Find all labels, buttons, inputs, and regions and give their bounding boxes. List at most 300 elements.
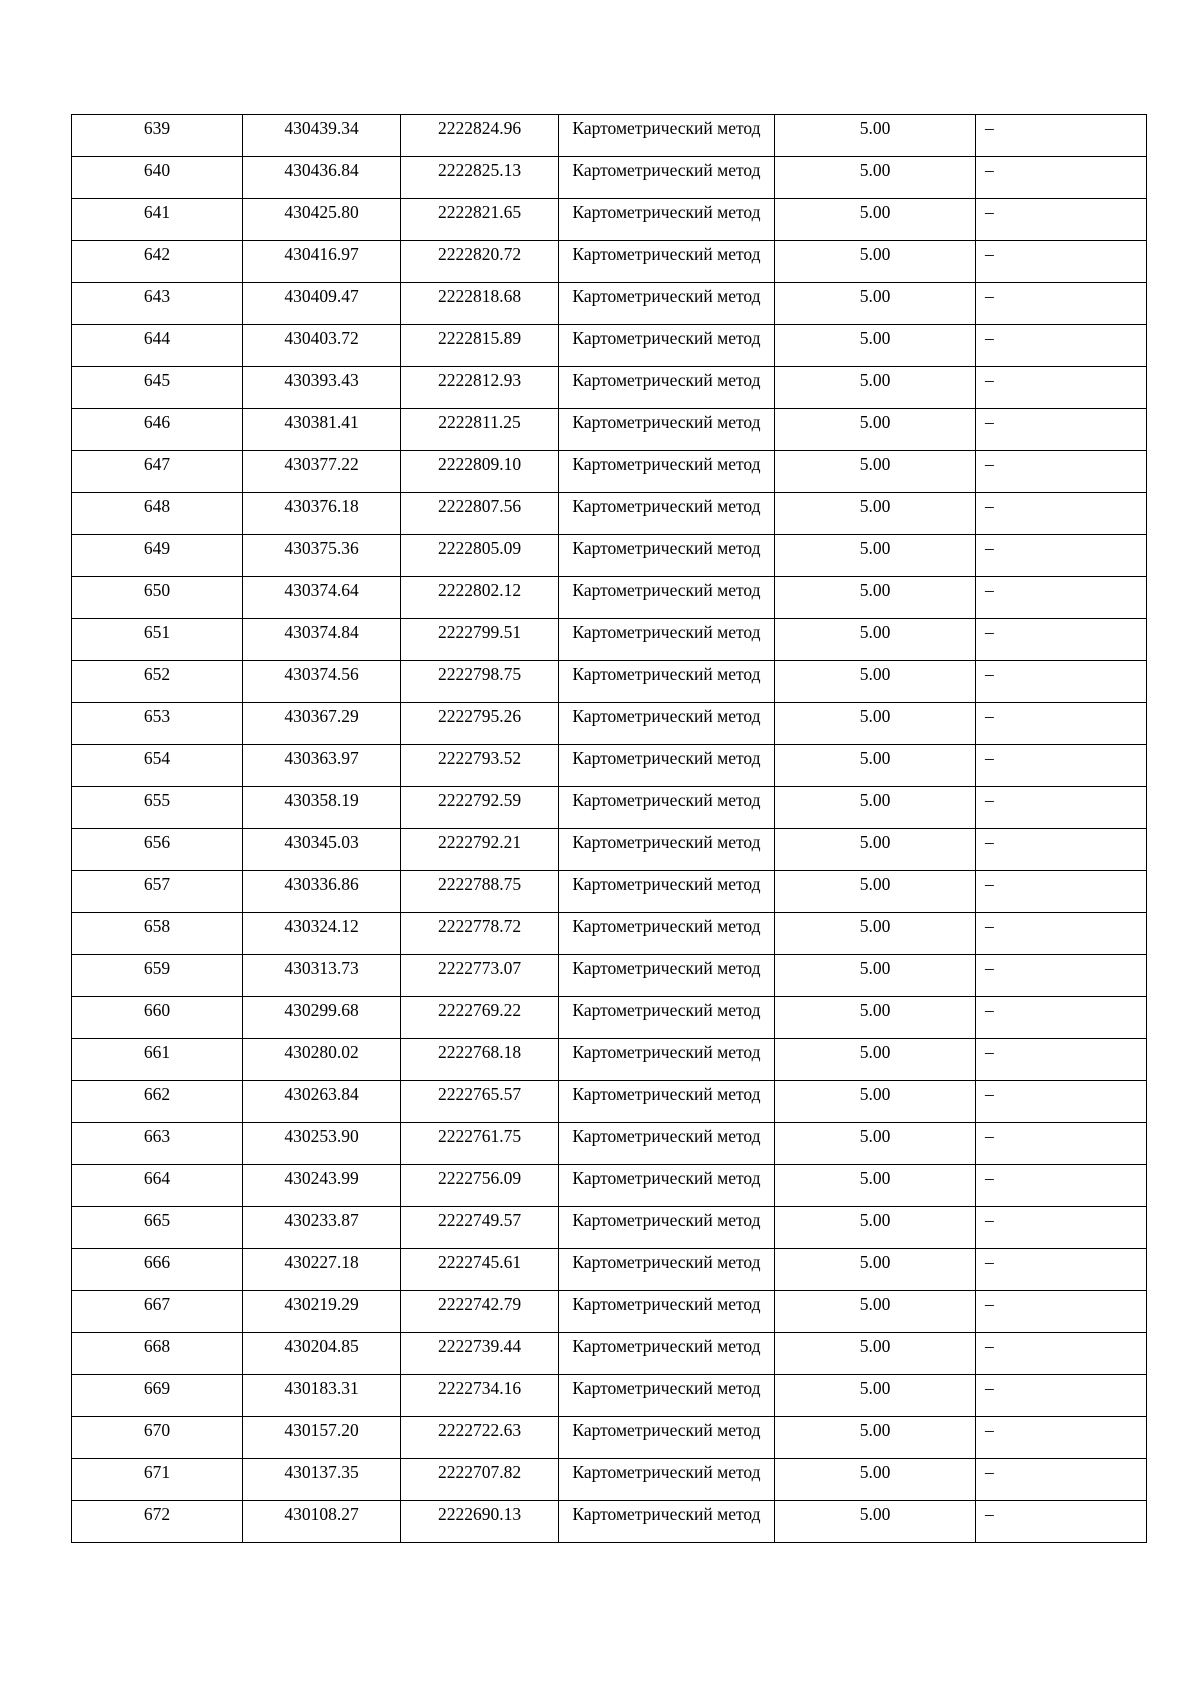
y-coordinate-text: 2222818.68 xyxy=(437,286,522,306)
table-row xyxy=(72,409,1147,451)
x-coordinate-text: 430374.56 xyxy=(284,664,359,684)
x-coordinate-cell xyxy=(243,157,401,199)
y-coordinate-text: 2222788.75 xyxy=(437,874,522,894)
note-text: – xyxy=(985,202,994,222)
accuracy-text: 5.00 xyxy=(859,244,891,264)
x-coordinate-text: 430243.99 xyxy=(284,1168,359,1188)
x-coordinate-text: 430393.43 xyxy=(284,370,359,390)
note-cell xyxy=(976,241,1147,283)
accuracy-text: 5.00 xyxy=(859,160,891,180)
accuracy-text: 5.00 xyxy=(859,1378,891,1398)
method-cell xyxy=(559,283,775,325)
method-cell xyxy=(559,745,775,787)
x-coordinate-cell xyxy=(243,703,401,745)
point-number-text: 656 xyxy=(143,832,171,852)
note-text: – xyxy=(985,1462,994,1482)
point-number-text: 666 xyxy=(143,1252,171,1272)
coordinates-table xyxy=(71,114,1147,1543)
table-row xyxy=(72,1375,1147,1417)
method-text: Картометрический метод xyxy=(572,1504,761,1524)
method-cell xyxy=(559,787,775,829)
note-text: – xyxy=(985,328,994,348)
accuracy-cell xyxy=(775,1165,976,1207)
y-coordinate-text: 2222805.09 xyxy=(437,538,522,558)
point-number-cell xyxy=(72,997,243,1039)
point-number-cell xyxy=(72,787,243,829)
note-cell xyxy=(976,955,1147,997)
y-coordinate-text: 2222825.13 xyxy=(437,160,522,180)
accuracy-text: 5.00 xyxy=(859,622,891,642)
note-text: – xyxy=(985,412,994,432)
method-text: Картометрический метод xyxy=(572,1252,761,1272)
coordinates-table-body xyxy=(72,115,1147,1543)
method-cell xyxy=(559,1249,775,1291)
note-cell xyxy=(976,913,1147,955)
note-text: – xyxy=(985,1084,994,1104)
table-row xyxy=(72,787,1147,829)
accuracy-text: 5.00 xyxy=(859,202,891,222)
y-coordinate-cell xyxy=(401,619,559,661)
y-coordinate-cell xyxy=(401,325,559,367)
y-coordinate-text: 2222799.51 xyxy=(437,622,522,642)
x-coordinate-cell xyxy=(243,1123,401,1165)
accuracy-text: 5.00 xyxy=(859,496,891,516)
accuracy-text: 5.00 xyxy=(859,1504,891,1524)
x-coordinate-text: 430336.86 xyxy=(284,874,359,894)
point-number-text: 662 xyxy=(143,1084,171,1104)
accuracy-cell xyxy=(775,1501,976,1543)
note-cell xyxy=(976,703,1147,745)
accuracy-cell xyxy=(775,451,976,493)
y-coordinate-cell xyxy=(401,787,559,829)
method-cell xyxy=(559,1081,775,1123)
note-cell xyxy=(976,661,1147,703)
method-cell xyxy=(559,115,775,157)
y-coordinate-text: 2222798.75 xyxy=(437,664,522,684)
method-cell xyxy=(559,241,775,283)
table-row xyxy=(72,1459,1147,1501)
x-coordinate-text: 430263.84 xyxy=(284,1084,359,1104)
x-coordinate-cell xyxy=(243,493,401,535)
y-coordinate-cell xyxy=(401,241,559,283)
method-text: Картометрический метод xyxy=(572,1378,761,1398)
method-text: Картометрический метод xyxy=(572,1000,761,1020)
note-text: – xyxy=(985,958,994,978)
x-coordinate-text: 430313.73 xyxy=(284,958,359,978)
method-cell xyxy=(559,409,775,451)
method-cell xyxy=(559,1375,775,1417)
method-text: Картометрический метод xyxy=(572,1042,761,1062)
method-text: Картометрический метод xyxy=(572,1336,761,1356)
point-number-cell xyxy=(72,955,243,997)
x-coordinate-cell xyxy=(243,199,401,241)
accuracy-cell xyxy=(775,871,976,913)
table-row xyxy=(72,451,1147,493)
y-coordinate-text: 2222734.16 xyxy=(437,1378,522,1398)
accuracy-cell xyxy=(775,1459,976,1501)
note-cell xyxy=(976,535,1147,577)
method-text: Картометрический метод xyxy=(572,1168,761,1188)
x-coordinate-cell xyxy=(243,1081,401,1123)
note-cell xyxy=(976,409,1147,451)
note-text: – xyxy=(985,1042,994,1062)
method-cell xyxy=(559,1039,775,1081)
method-text: Картометрический метод xyxy=(572,958,761,978)
method-text: Картометрический метод xyxy=(572,1126,761,1146)
point-number-cell xyxy=(72,1333,243,1375)
point-number-cell xyxy=(72,367,243,409)
note-cell xyxy=(976,577,1147,619)
table-row xyxy=(72,1501,1147,1543)
y-coordinate-text: 2222690.13 xyxy=(437,1504,522,1524)
x-coordinate-text: 430345.03 xyxy=(284,832,359,852)
accuracy-cell xyxy=(775,1291,976,1333)
table-row xyxy=(72,1333,1147,1375)
point-number-text: 642 xyxy=(143,244,171,264)
y-coordinate-cell xyxy=(401,451,559,493)
x-coordinate-text: 430253.90 xyxy=(284,1126,359,1146)
note-cell xyxy=(976,199,1147,241)
method-cell xyxy=(559,451,775,493)
accuracy-text: 5.00 xyxy=(859,1294,891,1314)
accuracy-text: 5.00 xyxy=(859,916,891,936)
y-coordinate-cell xyxy=(401,115,559,157)
y-coordinate-text: 2222815.89 xyxy=(437,328,522,348)
x-coordinate-text: 430374.84 xyxy=(284,622,359,642)
method-cell xyxy=(559,997,775,1039)
accuracy-text: 5.00 xyxy=(859,328,891,348)
x-coordinate-text: 430219.29 xyxy=(284,1294,359,1314)
point-number-text: 672 xyxy=(143,1504,171,1524)
x-coordinate-text: 430375.36 xyxy=(284,538,359,558)
note-text: – xyxy=(985,496,994,516)
point-number-cell xyxy=(72,871,243,913)
accuracy-cell xyxy=(775,787,976,829)
y-coordinate-cell xyxy=(401,1501,559,1543)
x-coordinate-text: 430363.97 xyxy=(284,748,359,768)
method-cell xyxy=(559,955,775,997)
y-coordinate-text: 2222793.52 xyxy=(437,748,522,768)
accuracy-cell xyxy=(775,955,976,997)
method-text: Картометрический метод xyxy=(572,790,761,810)
point-number-cell xyxy=(72,1417,243,1459)
table-row xyxy=(72,661,1147,703)
note-text: – xyxy=(985,832,994,852)
x-coordinate-text: 430409.47 xyxy=(284,286,359,306)
y-coordinate-cell xyxy=(401,1459,559,1501)
table-row xyxy=(72,619,1147,661)
note-text: – xyxy=(985,454,994,474)
accuracy-text: 5.00 xyxy=(859,790,891,810)
method-cell xyxy=(559,1501,775,1543)
x-coordinate-cell xyxy=(243,241,401,283)
x-coordinate-text: 430403.72 xyxy=(284,328,359,348)
x-coordinate-cell xyxy=(243,325,401,367)
y-coordinate-cell xyxy=(401,1291,559,1333)
x-coordinate-text: 430416.97 xyxy=(284,244,359,264)
note-cell xyxy=(976,325,1147,367)
table-row xyxy=(72,1039,1147,1081)
note-cell xyxy=(976,1165,1147,1207)
method-text: Картометрический метод xyxy=(572,1084,761,1104)
y-coordinate-text: 2222742.79 xyxy=(437,1294,522,1314)
x-coordinate-cell xyxy=(243,661,401,703)
note-text: – xyxy=(985,1210,994,1230)
y-coordinate-cell xyxy=(401,1333,559,1375)
x-coordinate-text: 430204.85 xyxy=(284,1336,359,1356)
y-coordinate-text: 2222811.25 xyxy=(438,412,521,432)
point-number-text: 643 xyxy=(143,286,171,306)
point-number-cell xyxy=(72,703,243,745)
method-text: Картометрический метод xyxy=(572,706,761,726)
point-number-cell xyxy=(72,325,243,367)
point-number-text: 664 xyxy=(143,1168,171,1188)
table-row xyxy=(72,703,1147,745)
y-coordinate-text: 2222739.44 xyxy=(437,1336,522,1356)
y-coordinate-text: 2222778.72 xyxy=(437,916,522,936)
accuracy-text: 5.00 xyxy=(859,874,891,894)
point-number-text: 653 xyxy=(143,706,171,726)
note-text: – xyxy=(985,1504,994,1524)
point-number-cell xyxy=(72,493,243,535)
table-row xyxy=(72,955,1147,997)
table-row xyxy=(72,241,1147,283)
point-number-text: 640 xyxy=(143,160,171,180)
accuracy-text: 5.00 xyxy=(859,664,891,684)
point-number-text: 670 xyxy=(143,1420,171,1440)
accuracy-cell xyxy=(775,1375,976,1417)
method-cell xyxy=(559,1165,775,1207)
accuracy-cell xyxy=(775,1081,976,1123)
table-row xyxy=(72,1207,1147,1249)
table-row xyxy=(72,829,1147,871)
note-cell xyxy=(976,1123,1147,1165)
accuracy-cell xyxy=(775,367,976,409)
method-cell xyxy=(559,199,775,241)
accuracy-cell xyxy=(775,199,976,241)
accuracy-cell xyxy=(775,1333,976,1375)
x-coordinate-cell xyxy=(243,1165,401,1207)
accuracy-cell xyxy=(775,1207,976,1249)
x-coordinate-text: 430137.35 xyxy=(284,1462,359,1482)
note-text: – xyxy=(985,622,994,642)
note-cell xyxy=(976,115,1147,157)
y-coordinate-cell xyxy=(401,1039,559,1081)
x-coordinate-cell xyxy=(243,829,401,871)
point-number-cell xyxy=(72,451,243,493)
x-coordinate-text: 430381.41 xyxy=(284,412,359,432)
point-number-cell xyxy=(72,1039,243,1081)
point-number-text: 658 xyxy=(143,916,171,936)
method-cell xyxy=(559,1417,775,1459)
x-coordinate-cell xyxy=(243,577,401,619)
method-text: Картометрический метод xyxy=(572,454,761,474)
accuracy-cell xyxy=(775,1123,976,1165)
method-text: Картометрический метод xyxy=(572,538,761,558)
accuracy-text: 5.00 xyxy=(859,1042,891,1062)
accuracy-text: 5.00 xyxy=(859,370,891,390)
x-coordinate-text: 430227.18 xyxy=(284,1252,359,1272)
point-number-text: 646 xyxy=(143,412,171,432)
point-number-cell xyxy=(72,1165,243,1207)
note-cell xyxy=(976,1291,1147,1333)
point-number-cell xyxy=(72,241,243,283)
point-number-cell xyxy=(72,1459,243,1501)
x-coordinate-text: 430108.27 xyxy=(284,1504,359,1524)
point-number-text: 671 xyxy=(143,1462,171,1482)
note-text: – xyxy=(985,244,994,264)
table-row xyxy=(72,1291,1147,1333)
y-coordinate-text: 2222773.07 xyxy=(437,958,522,978)
accuracy-text: 5.00 xyxy=(859,958,891,978)
method-cell xyxy=(559,157,775,199)
y-coordinate-cell xyxy=(401,829,559,871)
note-text: – xyxy=(985,118,994,138)
x-coordinate-text: 430425.80 xyxy=(284,202,359,222)
y-coordinate-text: 2222768.18 xyxy=(437,1042,522,1062)
x-coordinate-cell xyxy=(243,409,401,451)
note-text: – xyxy=(985,538,994,558)
method-text: Картометрический метод xyxy=(572,286,761,306)
accuracy-text: 5.00 xyxy=(859,1252,891,1272)
point-number-cell xyxy=(72,535,243,577)
accuracy-text: 5.00 xyxy=(859,1084,891,1104)
point-number-text: 663 xyxy=(143,1126,171,1146)
point-number-text: 644 xyxy=(143,328,171,348)
point-number-cell xyxy=(72,913,243,955)
method-cell xyxy=(559,913,775,955)
y-coordinate-text: 2222792.21 xyxy=(437,832,522,852)
method-text: Картометрический метод xyxy=(572,370,761,390)
method-text: Картометрический метод xyxy=(572,916,761,936)
y-coordinate-cell xyxy=(401,577,559,619)
point-number-cell xyxy=(72,1207,243,1249)
method-text: Картометрический метод xyxy=(572,622,761,642)
accuracy-cell xyxy=(775,325,976,367)
y-coordinate-text: 2222802.12 xyxy=(437,580,522,600)
point-number-cell xyxy=(72,1249,243,1291)
method-cell xyxy=(559,325,775,367)
x-coordinate-cell xyxy=(243,451,401,493)
point-number-cell xyxy=(72,157,243,199)
point-number-text: 665 xyxy=(143,1210,171,1230)
y-coordinate-cell xyxy=(401,745,559,787)
point-number-cell xyxy=(72,1501,243,1543)
method-text: Картометрический метод xyxy=(572,160,761,180)
note-cell xyxy=(976,829,1147,871)
method-cell xyxy=(559,703,775,745)
accuracy-cell xyxy=(775,115,976,157)
accuracy-text: 5.00 xyxy=(859,118,891,138)
method-text: Картометрический метод xyxy=(572,1462,761,1482)
y-coordinate-text: 2222745.61 xyxy=(437,1252,522,1272)
x-coordinate-text: 430280.02 xyxy=(284,1042,359,1062)
note-text: – xyxy=(985,748,994,768)
x-coordinate-text: 430439.34 xyxy=(284,118,359,138)
method-cell xyxy=(559,367,775,409)
method-text: Картометрический метод xyxy=(572,874,761,894)
y-coordinate-text: 2222707.82 xyxy=(437,1462,522,1482)
y-coordinate-cell xyxy=(401,1417,559,1459)
accuracy-text: 5.00 xyxy=(859,1168,891,1188)
method-cell xyxy=(559,493,775,535)
table-row xyxy=(72,997,1147,1039)
table-row xyxy=(72,115,1147,157)
y-coordinate-cell xyxy=(401,1207,559,1249)
accuracy-cell xyxy=(775,619,976,661)
note-text: – xyxy=(985,706,994,726)
point-number-text: 651 xyxy=(143,622,171,642)
y-coordinate-cell xyxy=(401,871,559,913)
note-cell xyxy=(976,787,1147,829)
point-number-text: 641 xyxy=(143,202,171,222)
accuracy-cell xyxy=(775,493,976,535)
x-coordinate-text: 430233.87 xyxy=(284,1210,359,1230)
y-coordinate-cell xyxy=(401,1165,559,1207)
x-coordinate-text: 430374.64 xyxy=(284,580,359,600)
point-number-cell xyxy=(72,1291,243,1333)
y-coordinate-text: 2222824.96 xyxy=(437,118,522,138)
y-coordinate-text: 2222820.72 xyxy=(437,244,522,264)
y-coordinate-cell xyxy=(401,913,559,955)
accuracy-cell xyxy=(775,1039,976,1081)
table-row xyxy=(72,1123,1147,1165)
note-cell xyxy=(976,1501,1147,1543)
y-coordinate-cell xyxy=(401,1249,559,1291)
y-coordinate-cell xyxy=(401,997,559,1039)
x-coordinate-text: 430376.18 xyxy=(284,496,359,516)
note-text: – xyxy=(985,790,994,810)
point-number-text: 659 xyxy=(143,958,171,978)
point-number-text: 655 xyxy=(143,790,171,810)
x-coordinate-cell xyxy=(243,1417,401,1459)
y-coordinate-text: 2222821.65 xyxy=(437,202,522,222)
accuracy-cell xyxy=(775,997,976,1039)
point-number-text: 648 xyxy=(143,496,171,516)
table-row xyxy=(72,1081,1147,1123)
y-coordinate-cell xyxy=(401,367,559,409)
note-text: – xyxy=(985,286,994,306)
y-coordinate-cell xyxy=(401,1375,559,1417)
x-coordinate-text: 430377.22 xyxy=(284,454,359,474)
y-coordinate-cell xyxy=(401,1081,559,1123)
x-coordinate-cell xyxy=(243,1291,401,1333)
method-text: Картометрический метод xyxy=(572,832,761,852)
y-coordinate-cell xyxy=(401,703,559,745)
x-coordinate-text: 430299.68 xyxy=(284,1000,359,1020)
x-coordinate-text: 430436.84 xyxy=(284,160,359,180)
accuracy-cell xyxy=(775,913,976,955)
y-coordinate-text: 2222792.59 xyxy=(437,790,522,810)
point-number-text: 667 xyxy=(143,1294,171,1314)
point-number-text: 654 xyxy=(143,748,171,768)
x-coordinate-text: 430358.19 xyxy=(284,790,359,810)
x-coordinate-cell xyxy=(243,871,401,913)
note-cell xyxy=(976,367,1147,409)
x-coordinate-text: 430367.29 xyxy=(284,706,359,726)
accuracy-text: 5.00 xyxy=(859,1420,891,1440)
note-text: – xyxy=(985,874,994,894)
accuracy-text: 5.00 xyxy=(859,454,891,474)
note-cell xyxy=(976,1459,1147,1501)
y-coordinate-cell xyxy=(401,535,559,577)
table-row xyxy=(72,325,1147,367)
table-row xyxy=(72,1249,1147,1291)
accuracy-cell xyxy=(775,535,976,577)
accuracy-text: 5.00 xyxy=(859,832,891,852)
table-row xyxy=(72,1165,1147,1207)
y-coordinate-cell xyxy=(401,955,559,997)
